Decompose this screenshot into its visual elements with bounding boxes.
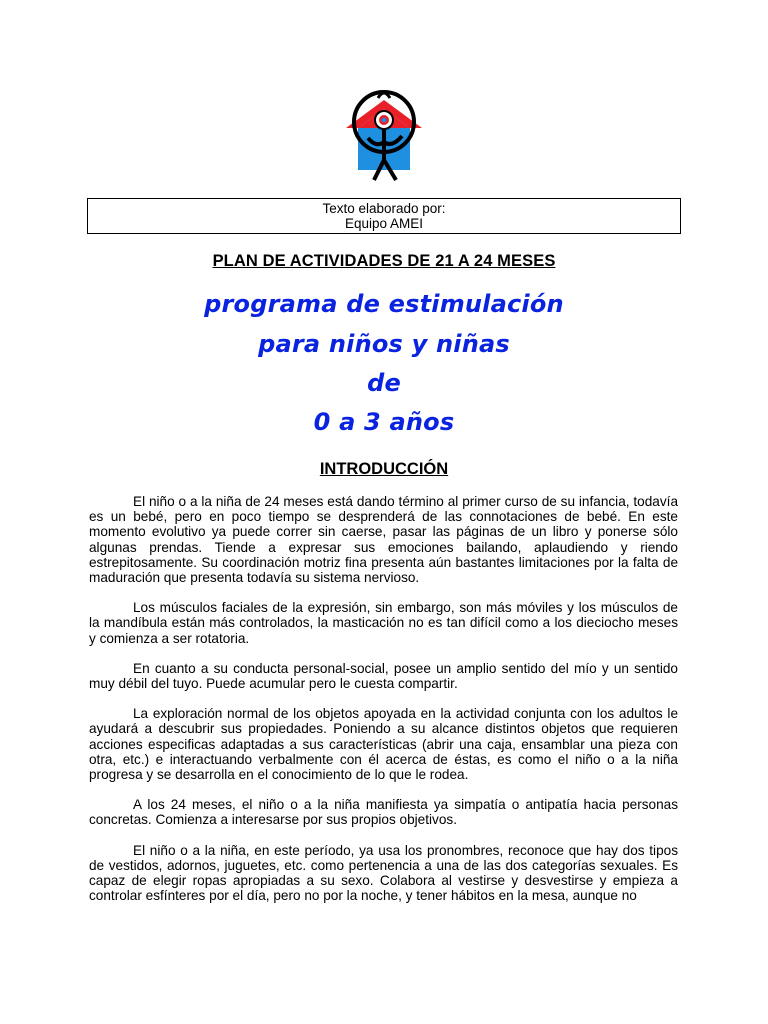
credit-line-2: Equipo AMEI xyxy=(344,216,424,231)
program-title-line-2: para niños y niñas xyxy=(258,330,510,358)
credit-box xyxy=(87,198,681,234)
paragraph: Los músculos faciales de la expresión, sin embargo, son más móviles y los músculos de la mandíbula están más controlados, la masticación no es tan difícil como a los dieciocho meses y comienza a ser rotatoria. xyxy=(89,600,678,646)
body-text xyxy=(89,494,678,918)
program-title-line-3: de xyxy=(367,369,401,397)
plan-title: PLAN DE ACTIVIDADES DE 21 A 24 MESES xyxy=(212,252,556,270)
paragraph: En cuanto a su conducta personal-social, posee un amplio sentido del mío y un sentido muy débil del tuyo. Puede acumular pero le cuesta compartir. xyxy=(89,660,678,692)
program-title-line-4: 0 a 3 años xyxy=(313,408,455,436)
paragraph: A los 24 meses, el niño o a la niña manifiesta ya simpatía o antipatía hacia personas concretas. Comienza a interesarse por sus propios objetivos. xyxy=(89,797,678,828)
paragraph: El niño o a la niña de 24 meses está dando término al primer curso de su infancia, todavía es un bebé, pero en poco tiempo se desprenderá de las connotaciones de bebé. En este momento evolutivo ya puede correr sin caerse, pasar las páginas de un libro y ponerse sólo algunas prendas. Tiende a expresar sus emociones bailando, aplaudiendo y riendo estrepitosamente. Su coordinación motriz fina presenta aún bastantes limitaciones por la falta de maduración que presenta todavía su sistema nervioso. xyxy=(89,494,678,586)
paragraph: El niño o a la niña, en este período, ya usa los pronombres, reconoce que hay dos tipos de vestidos, adornos, juguetes, etc. como pertenencia a una de las dos categorías sexuales. Es capaz de elegir ropas apropiadas a su sexo. Colabora al vestirse y desvestirse y empieza a controlar esfínteres por el día, pero no por la noche, y tener hábitos en la mesa, aunque no xyxy=(89,842,678,904)
section-heading: INTRODUCCIÓN xyxy=(319,460,449,478)
paragraph: La exploración normal de los objetos apoyada en la actividad conjunta con los adultos le ayudará a descubrir sus propiedades. Poniendo a su alcance distintos objetos que requieren acciones especificas adaptadas a sus características (abrir una caja, ensamblar una pieza con otra, etc.) e interactuando verbalmente con él acerca de éstas, es como el niño o a la niña progresa y se desarrolla en el conocimiento de lo que le rodea. xyxy=(89,706,678,783)
credit-line-1: Texto elaborado por: xyxy=(322,201,446,216)
amei-logo xyxy=(338,86,430,186)
program-title-line-1: programa de estimulación xyxy=(204,290,564,318)
